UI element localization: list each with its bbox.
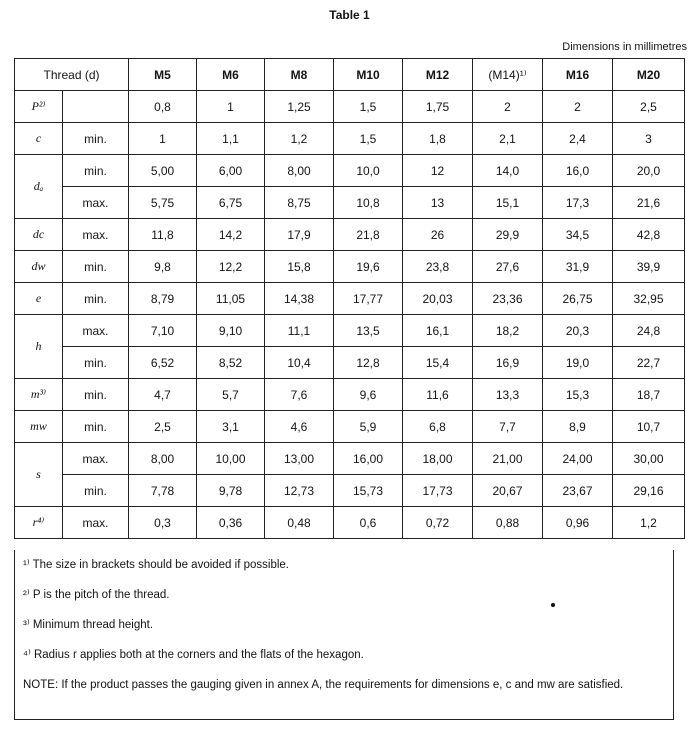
value-cell: 1	[197, 91, 265, 123]
value-cell: 12	[403, 155, 473, 187]
value-cell: 1,25	[265, 91, 334, 123]
value-cell: 17,73	[403, 475, 473, 507]
value-cell: 7,7	[473, 411, 543, 443]
value-cell: 13	[403, 187, 473, 219]
value-cell: 8,00	[129, 443, 197, 475]
table-row	[15, 347, 685, 379]
value-cell: 17,9	[265, 219, 334, 251]
size-header: M12	[403, 59, 473, 91]
value-cell: 32,95	[613, 283, 685, 315]
value-cell: 10,8	[334, 187, 403, 219]
value-cell: 5,9	[334, 411, 403, 443]
value-cell: 0,6	[334, 507, 403, 539]
value-cell: 5,7	[197, 379, 265, 411]
symbol-cell: h	[15, 315, 63, 379]
symbol-cell: dw	[15, 251, 63, 283]
value-cell: 9,10	[197, 315, 265, 347]
value-cell: 15,3	[543, 379, 613, 411]
symbol-cell: dc	[15, 219, 63, 251]
value-cell: 23,36	[473, 283, 543, 315]
value-cell: 3	[613, 123, 685, 155]
value-cell: 13,5	[334, 315, 403, 347]
value-cell: 8,79	[129, 283, 197, 315]
units-caption: Dimensions in millimetres	[562, 41, 687, 53]
value-cell: 11,05	[197, 283, 265, 315]
value-cell: 27,6	[473, 251, 543, 283]
footnote: ⁴⁾ Radius r applies both at the corners and the flats of the hexagon.	[23, 649, 364, 661]
value-cell: 8,00	[265, 155, 334, 187]
table-row	[15, 507, 685, 539]
value-cell: 12,2	[197, 251, 265, 283]
value-cell: 11,8	[129, 219, 197, 251]
value-cell: 26	[403, 219, 473, 251]
size-header: M8	[265, 59, 334, 91]
limit-cell: min.	[63, 411, 129, 443]
value-cell: 16,0	[543, 155, 613, 187]
table-row	[15, 219, 685, 251]
symbol-cell: c	[15, 123, 63, 155]
value-cell: 0,3	[129, 507, 197, 539]
value-cell: 24,8	[613, 315, 685, 347]
value-cell: 23,67	[543, 475, 613, 507]
value-cell: 1	[129, 123, 197, 155]
size-header: (M14)¹⁾	[473, 59, 543, 91]
thread-header: Thread (d)	[15, 59, 129, 91]
value-cell: 34,5	[543, 219, 613, 251]
table-row	[15, 315, 685, 347]
value-cell: 3,1	[197, 411, 265, 443]
table-row	[15, 379, 685, 411]
symbol-cell: mw	[15, 411, 63, 443]
value-cell: 1,1	[197, 123, 265, 155]
footnotes	[14, 550, 674, 720]
limit-cell: min.	[63, 347, 129, 379]
value-cell: 19,6	[334, 251, 403, 283]
value-cell: 9,6	[334, 379, 403, 411]
value-cell: 8,52	[197, 347, 265, 379]
value-cell: 1,5	[334, 123, 403, 155]
value-cell: 4,6	[265, 411, 334, 443]
value-cell: 13,00	[265, 443, 334, 475]
value-cell: 0,36	[197, 507, 265, 539]
table-row	[15, 123, 685, 155]
value-cell: 1,8	[403, 123, 473, 155]
note-text: NOTE: If the product passes the gauging given in annex A, the requirements for dimensions e, c and mw are satisfied.	[23, 679, 624, 691]
size-header: M5	[129, 59, 197, 91]
symbol-cell: r⁴⁾	[15, 507, 63, 539]
value-cell: 5,75	[129, 187, 197, 219]
value-cell: 42,8	[613, 219, 685, 251]
symbol-cell: dₐ	[15, 155, 63, 219]
value-cell: 11,1	[265, 315, 334, 347]
symbol-cell: e	[15, 283, 63, 315]
limit-cell: min.	[63, 379, 129, 411]
footnote: ³⁾ Minimum thread height.	[23, 619, 154, 631]
limit-cell: max.	[63, 219, 129, 251]
value-cell: 2,1	[473, 123, 543, 155]
value-cell: 5,00	[129, 155, 197, 187]
limit-cell: min.	[63, 283, 129, 315]
limit-cell: min.	[63, 475, 129, 507]
value-cell: 20,03	[403, 283, 473, 315]
value-cell: 14,38	[265, 283, 334, 315]
value-cell: 19,0	[543, 347, 613, 379]
value-cell: 29,16	[613, 475, 685, 507]
value-cell: 30,00	[613, 443, 685, 475]
value-cell: 7,10	[129, 315, 197, 347]
value-cell: 0,8	[129, 91, 197, 123]
symbol-cell: s	[15, 443, 63, 507]
size-header: M16	[543, 59, 613, 91]
value-cell: 16,00	[334, 443, 403, 475]
table-row	[15, 155, 685, 187]
table-body	[15, 91, 685, 539]
footnote: ²⁾ P is the pitch of the thread.	[23, 589, 170, 601]
value-cell: 21,6	[613, 187, 685, 219]
value-cell: 9,78	[197, 475, 265, 507]
value-cell: 31,9	[543, 251, 613, 283]
value-cell: 7,78	[129, 475, 197, 507]
limit-cell: min.	[63, 155, 129, 187]
scan-dot	[551, 603, 555, 607]
value-cell: 10,0	[334, 155, 403, 187]
table-row	[15, 475, 685, 507]
value-cell: 11,6	[403, 379, 473, 411]
value-cell: 24,00	[543, 443, 613, 475]
value-cell: 10,4	[265, 347, 334, 379]
value-cell: 20,3	[543, 315, 613, 347]
value-cell: 18,2	[473, 315, 543, 347]
header-row	[15, 59, 685, 91]
value-cell: 22,7	[613, 347, 685, 379]
value-cell: 12,73	[265, 475, 334, 507]
value-cell: 6,8	[403, 411, 473, 443]
value-cell: 1,5	[334, 91, 403, 123]
limit-cell: max.	[63, 187, 129, 219]
value-cell: 14,0	[473, 155, 543, 187]
value-cell: 16,9	[473, 347, 543, 379]
value-cell: 20,67	[473, 475, 543, 507]
value-cell: 15,1	[473, 187, 543, 219]
value-cell: 18,00	[403, 443, 473, 475]
limit-cell: max.	[63, 507, 129, 539]
value-cell: 29,9	[473, 219, 543, 251]
value-cell: 15,73	[334, 475, 403, 507]
value-cell: 1,75	[403, 91, 473, 123]
value-cell: 6,52	[129, 347, 197, 379]
table-row	[15, 91, 685, 123]
value-cell: 10,7	[613, 411, 685, 443]
value-cell: 0,96	[543, 507, 613, 539]
value-cell: 18,7	[613, 379, 685, 411]
limit-cell: min.	[63, 123, 129, 155]
value-cell: 16,1	[403, 315, 473, 347]
size-header: M10	[334, 59, 403, 91]
table-row	[15, 443, 685, 475]
value-cell: 8,9	[543, 411, 613, 443]
symbol-cell: m³⁾	[15, 379, 63, 411]
table-row	[15, 411, 685, 443]
value-cell: 17,77	[334, 283, 403, 315]
dimensions-table	[14, 58, 685, 539]
limit-cell: max.	[63, 443, 129, 475]
value-cell: 6,75	[197, 187, 265, 219]
table-row	[15, 251, 685, 283]
value-cell: 6,00	[197, 155, 265, 187]
value-cell: 20,0	[613, 155, 685, 187]
value-cell: 8,75	[265, 187, 334, 219]
value-cell: 2,5	[613, 91, 685, 123]
table-row	[15, 283, 685, 315]
footnote: ¹⁾ The size in brackets should be avoided if possible.	[23, 559, 289, 571]
size-header: M20	[613, 59, 685, 91]
limit-cell: min.	[63, 251, 129, 283]
value-cell: 10,00	[197, 443, 265, 475]
value-cell: 21,00	[473, 443, 543, 475]
value-cell: 12,8	[334, 347, 403, 379]
value-cell: 2	[543, 91, 613, 123]
value-cell: 14,2	[197, 219, 265, 251]
table-row	[15, 187, 685, 219]
value-cell: 13,3	[473, 379, 543, 411]
value-cell: 26,75	[543, 283, 613, 315]
value-cell: 0,72	[403, 507, 473, 539]
value-cell: 2	[473, 91, 543, 123]
value-cell: 23,8	[403, 251, 473, 283]
value-cell: 9,8	[129, 251, 197, 283]
value-cell: 2,4	[543, 123, 613, 155]
value-cell: 4,7	[129, 379, 197, 411]
value-cell: 15,8	[265, 251, 334, 283]
limit-cell: max.	[63, 315, 129, 347]
size-header: M6	[197, 59, 265, 91]
value-cell: 39,9	[613, 251, 685, 283]
table-title: Table 1	[329, 8, 370, 22]
symbol-cell: P²⁾	[15, 91, 63, 123]
value-cell: 1,2	[265, 123, 334, 155]
value-cell: 2,5	[129, 411, 197, 443]
value-cell: 21,8	[334, 219, 403, 251]
value-cell: 17,3	[543, 187, 613, 219]
value-cell: 0,88	[473, 507, 543, 539]
value-cell: 0,48	[265, 507, 334, 539]
value-cell: 7,6	[265, 379, 334, 411]
limit-cell	[63, 91, 129, 123]
value-cell: 1,2	[613, 507, 685, 539]
value-cell: 15,4	[403, 347, 473, 379]
